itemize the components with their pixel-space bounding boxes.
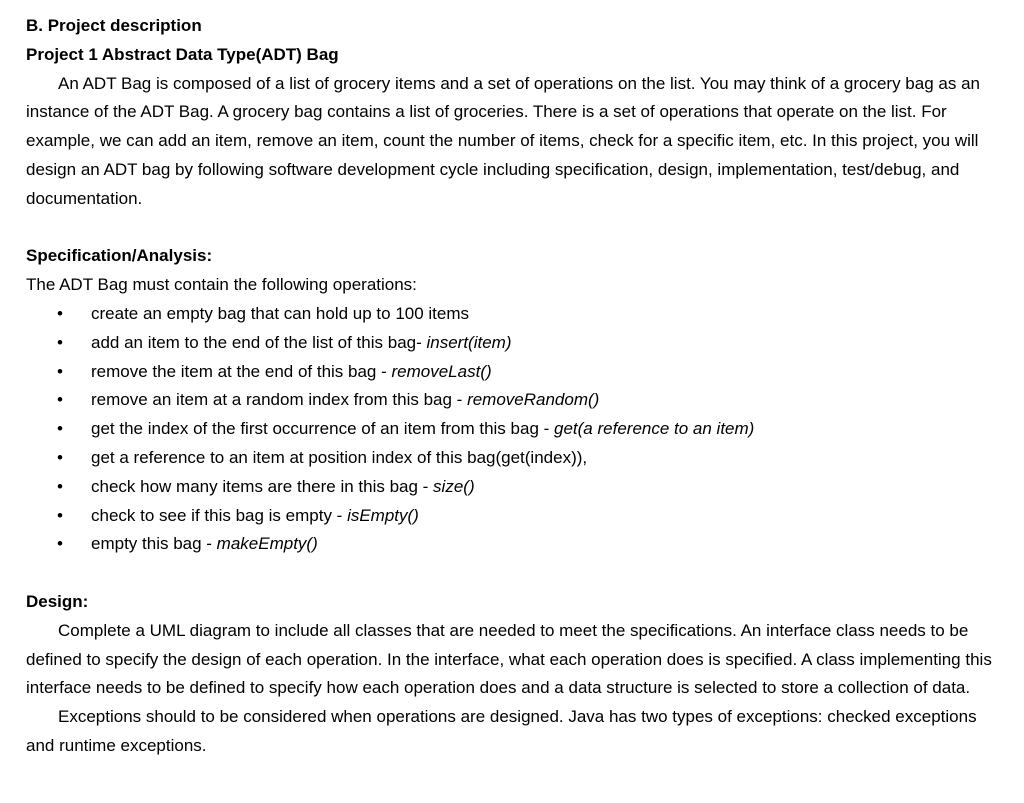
operation-signature: removeRandom() bbox=[467, 390, 600, 410]
bullet-icon: • bbox=[57, 361, 63, 381]
document-page bbox=[26, 12, 1001, 761]
bullet-icon: • bbox=[57, 419, 63, 439]
bullet-icon: • bbox=[57, 476, 63, 496]
operation-signature: removeLast() bbox=[391, 361, 492, 381]
operation-signature: get(a reference to an item) bbox=[554, 419, 755, 439]
operation-text: empty this bag - bbox=[91, 534, 217, 554]
list-item bbox=[26, 502, 1001, 531]
section-heading: B. Project description bbox=[26, 16, 202, 35]
list-item bbox=[26, 530, 1001, 559]
operation-text: get a reference to an item at position index of this bag(get(index)), bbox=[91, 447, 588, 467]
operation-text: remove the item at the end of this bag - bbox=[91, 361, 392, 381]
bullet-icon: • bbox=[57, 390, 63, 410]
operation-text: create an empty bag that can hold up to 100 items bbox=[91, 303, 470, 323]
operation-signature: isEmpty() bbox=[347, 505, 419, 525]
operation-text: check how many items are there in this bag - bbox=[91, 476, 434, 496]
list-item bbox=[26, 444, 1001, 473]
list-item bbox=[26, 358, 1001, 387]
intro-paragraph: An ADT Bag is composed of a list of grocery items and a set of operations on the list. You may think of a grocery bag as an instance of the ADT Bag. A grocery bag contains a list of groceries. There is a set of operations that operate on the list. For example, we can add an item, remove an item, count the number of items, check for a specific item, etc. In this project, you will design an ADT bag by following software development cycle including specification, design, implementation, test/debug, and documentation. bbox=[26, 73, 980, 208]
specification-heading: Specification/Analysis: bbox=[26, 246, 213, 266]
operation-text: add an item to the end of the list of this bag- bbox=[91, 332, 427, 352]
specification-lead: The ADT Bag must contain the following operations: bbox=[26, 275, 417, 295]
list-item bbox=[26, 329, 1001, 358]
project-title: Project 1 Abstract Data Type(ADT) Bag bbox=[26, 44, 339, 64]
spacer bbox=[26, 214, 1001, 243]
operation-signature: insert(item) bbox=[426, 332, 512, 352]
list-item bbox=[26, 386, 1001, 415]
list-item bbox=[26, 300, 1001, 329]
list-item bbox=[26, 415, 1001, 444]
bullet-icon: • bbox=[57, 447, 63, 467]
list-item bbox=[26, 473, 1001, 502]
operation-text: get the index of the first occurrence of an item from this bag - bbox=[91, 419, 555, 439]
operation-text: remove an item at a random index from this bag - bbox=[91, 390, 468, 410]
operation-signature: size() bbox=[433, 476, 475, 496]
bullet-icon: • bbox=[57, 332, 63, 352]
design-paragraph: Complete a UML diagram to include all classes that are needed to meet the specifications. An interface class needs to be defined to specify the design of each operation. In the interface, what each operation does is specified. A class implementing this interface needs to be defined to specify how each operation does and a data structure is selected to store a collection of data. bbox=[26, 620, 992, 698]
design-heading: Design: bbox=[26, 591, 89, 611]
operations-list bbox=[26, 300, 1001, 559]
bullet-icon: • bbox=[57, 534, 63, 554]
bullet-icon: • bbox=[57, 303, 63, 323]
exceptions-paragraph: Exceptions should to be considered when operations are designed. Java has two types of exceptions: checked exceptions and runtime exceptions. bbox=[26, 707, 977, 755]
spacer bbox=[26, 559, 1001, 588]
bullet-icon: • bbox=[57, 505, 63, 525]
operation-signature: makeEmpty() bbox=[216, 534, 318, 554]
operation-text: check to see if this bag is empty - bbox=[91, 505, 348, 525]
